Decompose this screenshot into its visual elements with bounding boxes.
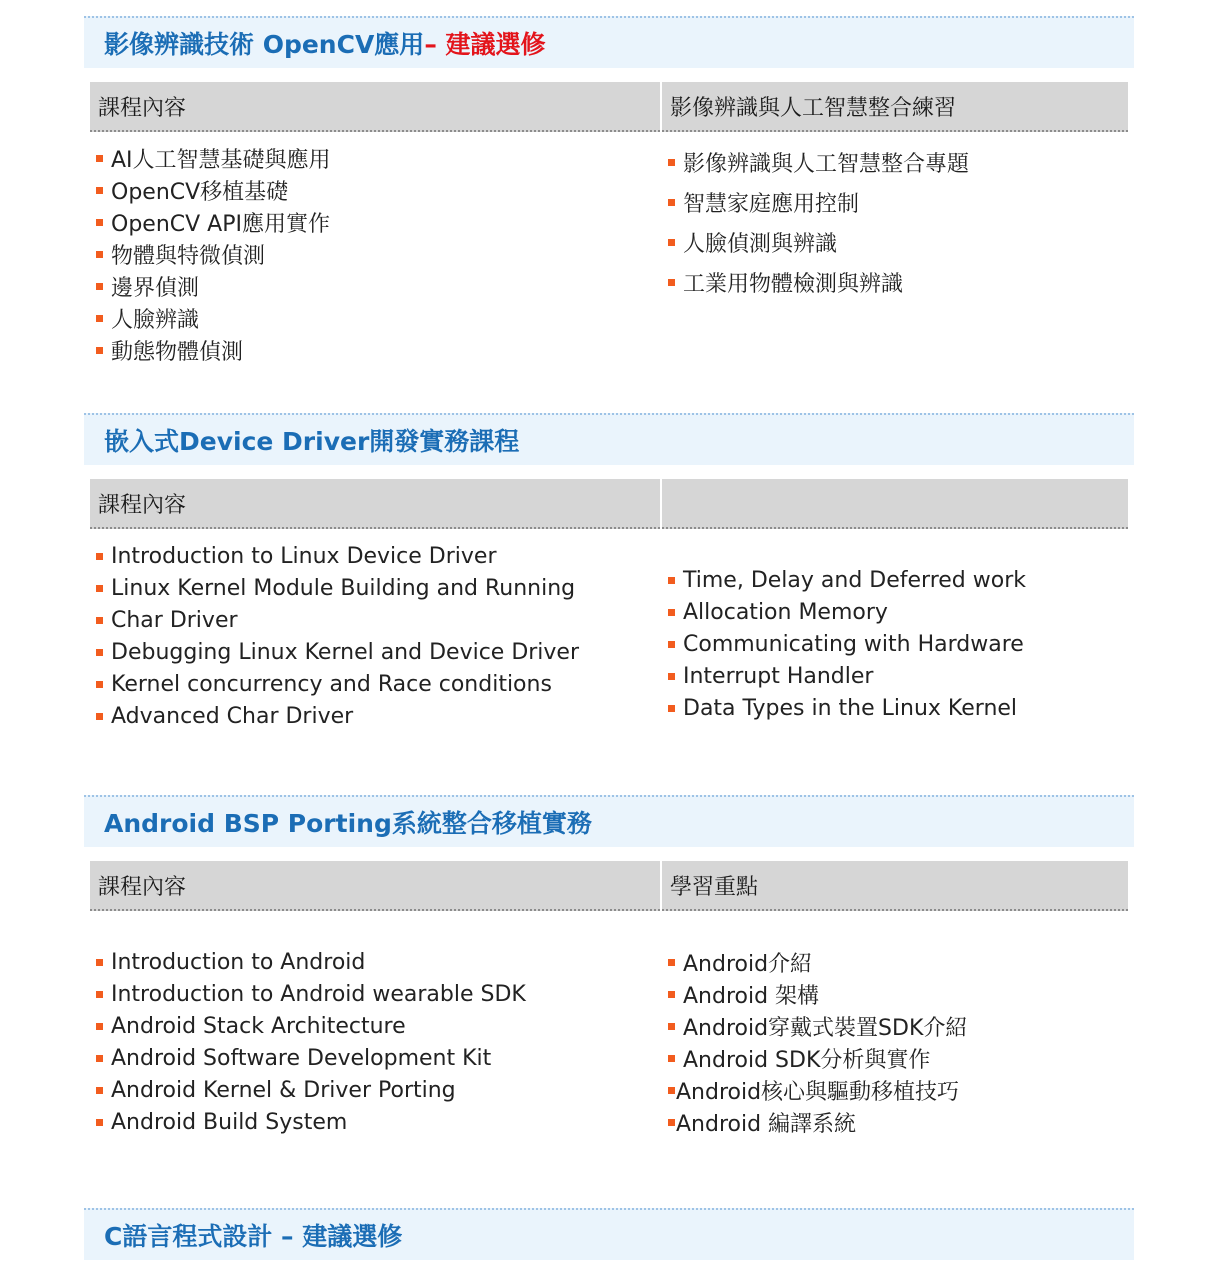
bullet-icon xyxy=(96,315,103,322)
section-title: C語言程式設計 – 建議選修 xyxy=(104,1222,403,1251)
column-header-course-content: 課程內容 xyxy=(90,861,660,911)
list-item: Android 架構 xyxy=(668,978,967,1010)
section-title-bar xyxy=(84,16,1134,68)
list-item: Time, Delay and Deferred work xyxy=(668,564,1026,596)
bullet-icon xyxy=(668,199,675,206)
list-item: Android Kernel & Driver Porting xyxy=(96,1074,526,1106)
list-item: Interrupt Handler xyxy=(668,660,1026,692)
bullet-icon xyxy=(96,991,103,998)
course-content-list xyxy=(96,540,579,732)
bullet-icon xyxy=(96,553,103,560)
section-title: Android BSP Porting系統整合移植實務 xyxy=(104,809,592,838)
bullet-icon xyxy=(668,577,675,584)
bullet-icon xyxy=(96,283,103,290)
bullet-icon xyxy=(668,1087,675,1094)
list-item: Linux Kernel Module Building and Running xyxy=(96,572,579,604)
list-item: Android介紹 xyxy=(668,946,967,978)
bullet-icon xyxy=(668,279,675,286)
bullet-icon xyxy=(668,159,675,166)
list-item: AI人工智慧基礎與應用 xyxy=(96,142,331,174)
bullet-icon xyxy=(96,617,103,624)
bullet-icon xyxy=(96,1119,103,1126)
list-item: 智慧家庭應用控制 xyxy=(668,182,969,222)
bullet-icon xyxy=(668,239,675,246)
column-header-learning-focus: 學習重點 xyxy=(662,861,1128,911)
list-item: 工業用物體檢測與辨識 xyxy=(668,262,969,302)
column-header-course-content: 課程內容 xyxy=(90,479,660,529)
course-section-opencv xyxy=(84,16,1134,132)
list-item: Advanced Char Driver xyxy=(96,700,579,732)
bullet-icon xyxy=(96,959,103,966)
list-item: Android Build System xyxy=(96,1106,526,1138)
section-title-bar xyxy=(84,413,1134,465)
bullet-icon xyxy=(668,1055,675,1062)
section-title: 嵌入式Device Driver開發實務課程 xyxy=(104,427,520,456)
bullet-icon xyxy=(96,251,103,258)
bullet-icon xyxy=(668,991,675,998)
course-content-list xyxy=(96,946,526,1138)
list-item: 影像辨識與人工智慧整合專題 xyxy=(668,142,969,182)
column-header-course-content: 課程內容 xyxy=(90,82,660,132)
bullet-icon xyxy=(96,347,103,354)
list-item: Android SDK分析與實作 xyxy=(668,1042,967,1074)
list-item: Android Stack Architecture xyxy=(96,1010,526,1042)
course-section-android-bsp xyxy=(84,795,1134,911)
bullet-icon xyxy=(668,609,675,616)
course-section-device-driver xyxy=(84,413,1134,529)
course-content-list-continued xyxy=(668,564,1026,724)
list-item: Android 編譯系統 xyxy=(668,1106,967,1138)
list-item: OpenCV API應用實作 xyxy=(96,206,331,238)
bullet-icon xyxy=(668,673,675,680)
column-header-practice: 影像辨識與人工智慧整合練習 xyxy=(662,82,1128,132)
list-item: Data Types in the Linux Kernel xyxy=(668,692,1026,724)
bullet-icon xyxy=(96,1055,103,1062)
bullet-icon xyxy=(96,681,103,688)
list-item: Android穿戴式裝置SDK介紹 xyxy=(668,1010,967,1042)
elective-note: – 建議選修 xyxy=(424,30,546,59)
list-item: 物體與特微偵測 xyxy=(96,238,331,270)
column-headers xyxy=(84,861,1134,911)
bullet-icon xyxy=(96,1087,103,1094)
list-item: 人臉辨識 xyxy=(96,302,331,334)
list-item: Kernel concurrency and Race conditions xyxy=(96,668,579,700)
column-headers xyxy=(84,479,1134,529)
bullet-icon xyxy=(96,713,103,720)
bullet-icon xyxy=(668,1023,675,1030)
bullet-icon xyxy=(96,155,103,162)
bullet-icon xyxy=(668,641,675,648)
course-section-c-language xyxy=(84,1208,1134,1260)
section-title-bar xyxy=(84,795,1134,847)
list-item: Android核心與驅動移植技巧 xyxy=(668,1074,967,1106)
learning-focus-list xyxy=(668,946,967,1138)
section-title: 影像辨識技術 OpenCV應用 xyxy=(104,30,425,59)
column-header-empty xyxy=(662,479,1128,529)
bullet-icon xyxy=(96,219,103,226)
list-item: 邊界偵測 xyxy=(96,270,331,302)
bullet-icon xyxy=(668,705,675,712)
bullet-icon xyxy=(668,1119,675,1126)
bullet-icon xyxy=(96,187,103,194)
list-item: 人臉偵測與辨識 xyxy=(668,222,969,262)
list-item: 動態物體偵測 xyxy=(96,334,331,366)
column-headers xyxy=(84,82,1134,132)
list-item: Communicating with Hardware xyxy=(668,628,1026,660)
list-item: Introduction to Android xyxy=(96,946,526,978)
bullet-icon xyxy=(668,959,675,966)
course-content-list xyxy=(96,142,331,366)
list-item: Android Software Development Kit xyxy=(96,1042,526,1074)
practice-list xyxy=(668,142,969,302)
list-item: OpenCV移植基礎 xyxy=(96,174,331,206)
list-item: Debugging Linux Kernel and Device Driver xyxy=(96,636,579,668)
list-item: Introduction to Android wearable SDK xyxy=(96,978,526,1010)
list-item: Allocation Memory xyxy=(668,596,1026,628)
bullet-icon xyxy=(96,649,103,656)
section-title-bar xyxy=(84,1208,1134,1260)
bullet-icon xyxy=(96,585,103,592)
bullet-icon xyxy=(96,1023,103,1030)
list-item: Introduction to Linux Device Driver xyxy=(96,540,579,572)
list-item: Char Driver xyxy=(96,604,579,636)
